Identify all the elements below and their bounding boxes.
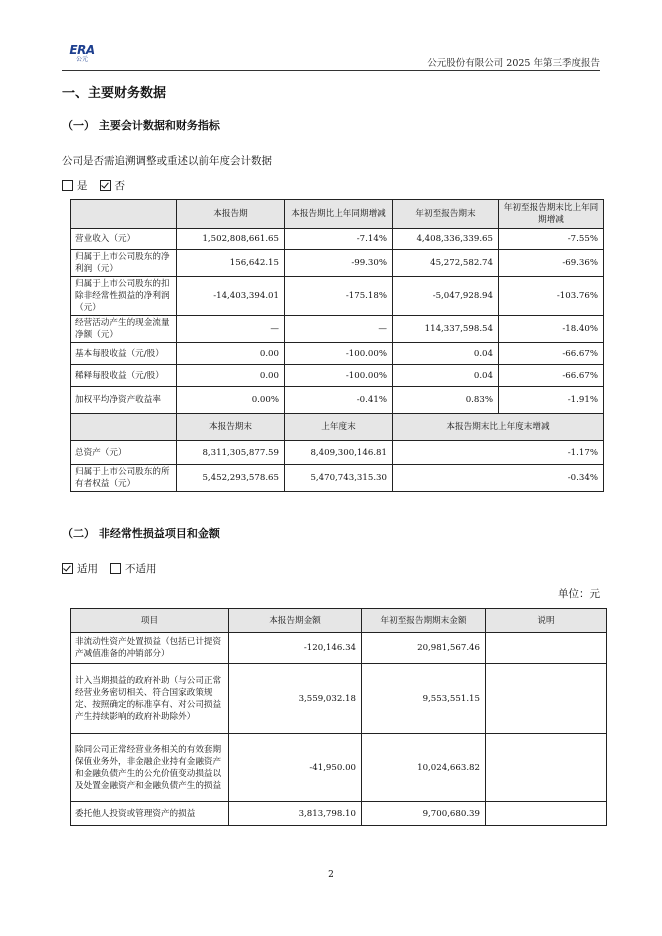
cell-value: -0.41% [285, 387, 393, 414]
cell-value: — [285, 316, 393, 343]
cell-value: -18.40% [499, 316, 604, 343]
note-cell [486, 633, 607, 664]
key-financial-data-table [70, 199, 604, 492]
cell-value: -5,047,928.94 [393, 277, 499, 316]
cell-value: -14,403,394.01 [177, 277, 285, 316]
table-header-row [71, 200, 604, 229]
note-cell [486, 664, 607, 734]
cell-value: 3,813,798.10 [229, 802, 362, 826]
cell-value: 114,337,598.54 [393, 316, 499, 343]
not-apply-checkbox[interactable] [110, 563, 121, 574]
apply-checkbox[interactable] [62, 563, 73, 574]
cell-value: -0.34% [393, 465, 604, 492]
cell-value: 10,024,663.82 [362, 734, 486, 802]
cell-value: 8,409,300,146.81 [285, 441, 393, 465]
row-label: 经营活动产生的现金流量净额（元） [71, 316, 177, 343]
company-logo [65, 44, 99, 64]
table-row [71, 465, 604, 492]
column-header: 说明 [486, 609, 607, 633]
column-header: 本报告期末比上年度末增减 [393, 414, 604, 441]
column-header: 上年度末 [285, 414, 393, 441]
cell-value: 8,311,305,877.59 [177, 441, 285, 465]
cell-value: 5,470,743,315.30 [285, 465, 393, 492]
not-apply-label: 不适用 [125, 563, 157, 575]
table-row [71, 633, 607, 664]
column-header [71, 414, 177, 441]
section-title: 一、主要财务数据 [62, 86, 167, 101]
cell-value: -175.18% [285, 277, 393, 316]
column-header: 年初至报告期期末金额 [362, 609, 486, 633]
table-header-row [71, 609, 607, 633]
row-label: 基本每股收益（元/股） [71, 343, 177, 365]
cell-value: 0.00 [177, 365, 285, 387]
cell-value: -66.67% [499, 343, 604, 365]
cell-value: -100.00% [285, 365, 393, 387]
column-header [71, 200, 177, 229]
table-row [71, 734, 607, 802]
table-row [71, 250, 604, 277]
column-header: 本报告期末 [177, 414, 285, 441]
no-label: 否 [114, 180, 125, 192]
cell-value: -103.76% [499, 277, 604, 316]
unit-label: 单位：元 [558, 588, 600, 600]
subsection-title-2: （二） 非经常性损益项目和金额 [62, 527, 220, 540]
column-header: 本报告期比上年同期增减 [285, 200, 393, 229]
cell-value: 0.00% [177, 387, 285, 414]
row-label: 非流动性资产处置损益（包括已计提资产减值准备的冲销部分） [71, 633, 229, 664]
cell-value: 4,408,336,339.65 [393, 229, 499, 250]
cell-value: -69.36% [499, 250, 604, 277]
column-header: 本报告期 [177, 200, 285, 229]
row-label: 归属于上市公司股东的净利润（元） [71, 250, 177, 277]
cell-value: 0.83% [393, 387, 499, 414]
row-label: 归属于上市公司股东的扣除非经常性损益的净利润（元） [71, 277, 177, 316]
row-label: 稀释每股收益（元/股） [71, 365, 177, 387]
column-header: 项目 [71, 609, 229, 633]
logo-mark: ERA [69, 43, 95, 57]
logo-subtext: 公元 [75, 56, 88, 63]
cell-value: -7.55% [499, 229, 604, 250]
header-divider [62, 70, 600, 71]
column-header: 年初至报告期末 [393, 200, 499, 229]
cell-value: 3,559,032.18 [229, 664, 362, 734]
page-number: 2 [328, 870, 334, 880]
row-label: 计入当期损益的政府补助（与公司正常经营业务密切相关、符合国家政策规定、按照确定的标准享有、对公司损益产生持续影响的政府补助除外） [71, 664, 229, 734]
row-label: 除同公司正常经营业务相关的有效套期保值业务外，非金融企业持有金融资产和金融负债产生的公允价值变动损益以及处置金融资产和金融负债产生的损益 [71, 734, 229, 802]
column-header: 本报告期金额 [229, 609, 362, 633]
table-row [71, 387, 604, 414]
yes-label: 是 [77, 180, 88, 192]
cell-value: 0.04 [393, 365, 499, 387]
row-label: 委托他人投资或管理资产的损益 [71, 802, 229, 826]
cell-value: -1.91% [499, 387, 604, 414]
cell-value: 0.00 [177, 343, 285, 365]
apply-label: 适用 [77, 563, 98, 575]
restatement-choice [62, 178, 125, 193]
cell-value: — [177, 316, 285, 343]
note-cell [486, 734, 607, 802]
table-subheader-row [71, 414, 604, 441]
table-row [71, 365, 604, 387]
cell-value: -120,146.34 [229, 633, 362, 664]
cell-value: 20,981,567.46 [362, 633, 486, 664]
yes-checkbox[interactable] [62, 180, 73, 191]
row-label: 营业收入（元） [71, 229, 177, 250]
no-checkbox[interactable] [100, 180, 111, 191]
row-label: 总资产（元） [71, 441, 177, 465]
table-row [71, 664, 607, 734]
cell-value: -41,950.00 [229, 734, 362, 802]
table-row [71, 229, 604, 250]
report-header-title: 公元股份有限公司 2025 年第三季度报告 [427, 58, 600, 69]
cell-value: 0.04 [393, 343, 499, 365]
non-recurring-items-table [70, 608, 607, 826]
cell-value: 9,700,680.39 [362, 802, 486, 826]
table-row [71, 802, 607, 826]
table-row [71, 316, 604, 343]
cell-value: 9,553,551.15 [362, 664, 486, 734]
cell-value: -100.00% [285, 343, 393, 365]
cell-value: -66.67% [499, 365, 604, 387]
cell-value: -7.14% [285, 229, 393, 250]
cell-value: 45,272,582.74 [393, 250, 499, 277]
cell-value: -1.17% [393, 441, 604, 465]
applicability-choice [62, 561, 157, 576]
subsection-title-1: （一） 主要会计数据和财务指标 [62, 119, 220, 132]
table-row [71, 277, 604, 316]
column-header: 年初至报告期末比上年同期增减 [499, 200, 604, 229]
table-row [71, 343, 604, 365]
cell-value: -99.30% [285, 250, 393, 277]
cell-value: 1,502,808,661.65 [177, 229, 285, 250]
restatement-question: 公司是否需追溯调整或重述以前年度会计数据 [62, 155, 272, 167]
note-cell [486, 802, 607, 826]
table-row [71, 441, 604, 465]
cell-value: 5,452,293,578.65 [177, 465, 285, 492]
row-label: 归属于上市公司股东的所有者权益（元） [71, 465, 177, 492]
row-label: 加权平均净资产收益率 [71, 387, 177, 414]
cell-value: 156,642.15 [177, 250, 285, 277]
